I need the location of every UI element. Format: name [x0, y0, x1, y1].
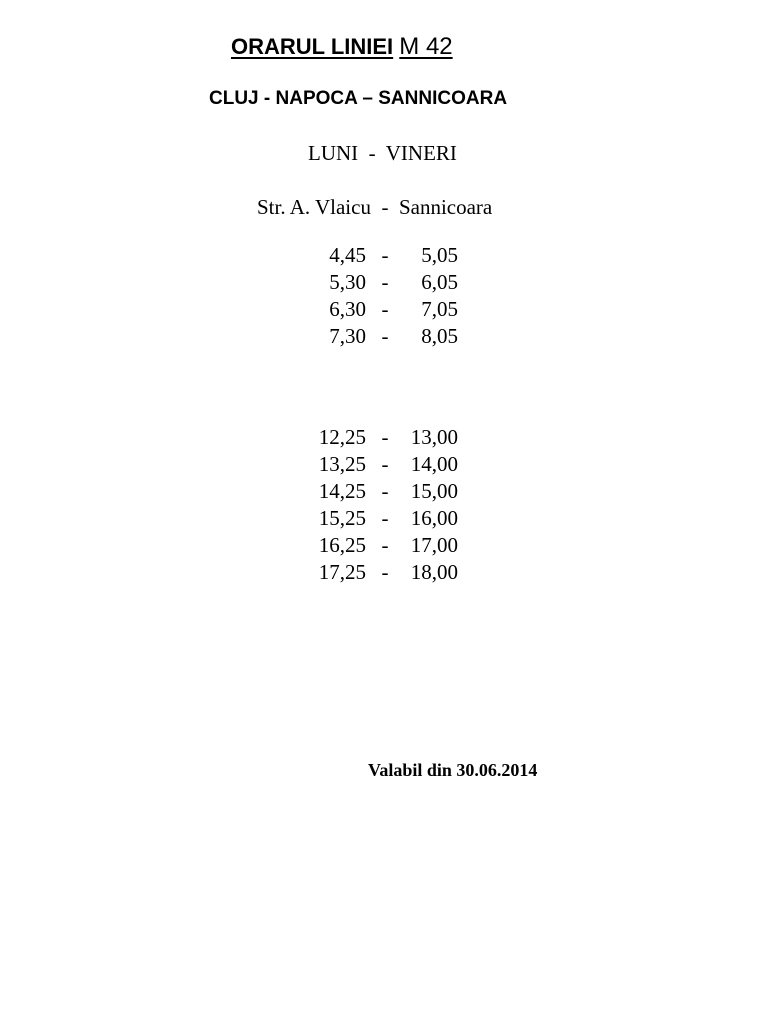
days-label: LUNI - VINERI [308, 141, 457, 165]
arrival-time: 17,00 [410, 533, 458, 557]
separator: - [381, 243, 389, 267]
separator: - [381, 425, 389, 449]
route-name: CLUJ - NAPOCA – SANNICOARA [209, 88, 508, 109]
arrival-time: 5,05 [421, 243, 458, 267]
schedule-row [300, 559, 470, 586]
schedule-row [300, 296, 470, 323]
departure-time: 4,45 [329, 243, 366, 267]
arrival-time: 6,05 [421, 270, 458, 294]
separator: - [381, 452, 389, 476]
arrival-time: 8,05 [421, 324, 458, 348]
departure-time: 12,25 [318, 425, 366, 449]
schedule-row [300, 451, 470, 478]
schedule-row [300, 323, 470, 350]
separator: - [381, 560, 389, 584]
arrival-time: 16,00 [410, 506, 458, 530]
separator: - [381, 479, 389, 503]
schedule-block-afternoon [300, 424, 470, 586]
separator: - [381, 324, 389, 348]
departure-time: 17,25 [318, 560, 366, 584]
direction-label: Str. A. Vlaicu - Sannicoara [257, 195, 493, 219]
departure-time: 13,25 [318, 452, 366, 476]
arrival-time: 7,05 [421, 297, 458, 321]
schedule-row [300, 505, 470, 532]
departure-time: 16,25 [318, 533, 366, 557]
line-number: M 42 [399, 33, 453, 60]
schedule-row [300, 424, 470, 451]
separator: - [381, 297, 389, 321]
separator: - [381, 533, 389, 557]
arrival-time: 13,00 [410, 425, 458, 449]
departure-time: 7,30 [329, 324, 366, 348]
schedule-block-morning [300, 242, 470, 350]
schedule-row [300, 242, 470, 269]
separator: - [381, 270, 389, 294]
arrival-time: 15,00 [410, 479, 458, 503]
validity-note: Valabil din 30.06.2014 [368, 760, 538, 780]
page-title [231, 32, 453, 62]
departure-time: 6,30 [329, 297, 366, 321]
departure-time: 5,30 [329, 270, 366, 294]
arrival-time: 18,00 [410, 560, 458, 584]
schedule-row [300, 269, 470, 296]
schedule-row [300, 532, 470, 559]
schedule-row [300, 478, 470, 505]
departure-time: 15,25 [318, 506, 366, 530]
arrival-time: 14,00 [410, 452, 458, 476]
title-prefix: ORARUL LINIEI [231, 34, 394, 59]
departure-time: 14,25 [318, 479, 366, 503]
separator: - [381, 506, 389, 530]
